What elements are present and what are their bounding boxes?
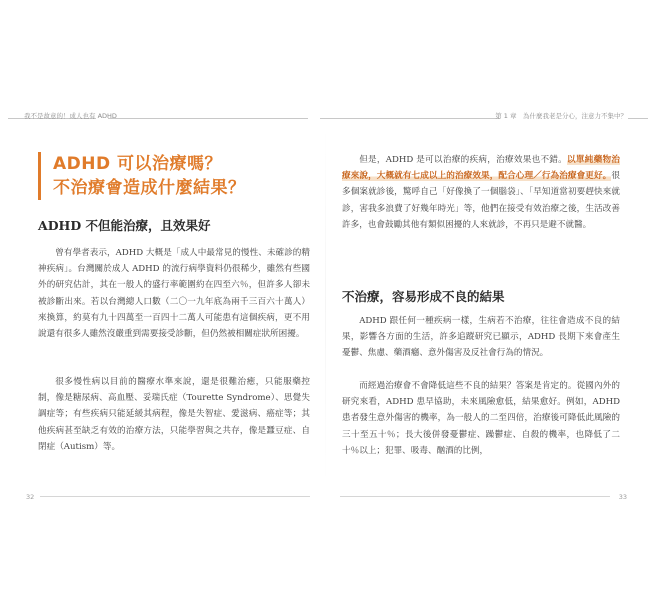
footer-rule-right (340, 496, 610, 497)
running-head-right: 第 1 章 為什麼我老是分心，注意力不集中？ (495, 112, 627, 120)
right-paragraph-1-text (342, 152, 620, 233)
page-number-right: 33 (618, 493, 627, 501)
left-paragraph-2 (38, 374, 310, 455)
running-head-left: 我不是故意的！成人也有 ADHD (24, 112, 117, 120)
left-paragraph-1 (38, 245, 310, 342)
chapter-heading-line-1: ADHD 可以治療嗎？ (53, 154, 223, 174)
highlighted-claim: 以單純藥物治療來說，大概就有七成以上的治療效果，配合心理／行為治療會更好。 (342, 155, 620, 182)
right-paragraph-3-text: 而經過治療會不會降低這些不良的結果？答案是肯定的。從國內外的研究來看，ADHD 患早協助，未來風險愈低，結果愈好。例如，ADHD 患者發生意外傷害的機率，為一般人的二至四倍，治療後可降低此風險的三十至五十％；長大後併發憂鬱症、躁鬱症、自殺的機率，也降低了二十％以上；犯罪、吸毒、酗酒的比例， (342, 381, 620, 456)
page-gutter (325, 125, 326, 485)
header-rule-right (320, 118, 500, 119)
right-paragraph-1-after: 很多個案就診後，驚呼自己「好像換了一個腦袋」、「早知道當初要趕快來就診，害我多浪費了好幾年時光」等，他們在接受有效治療之後，生活改善許多，也會鼓勵其他有類似困擾的人來就診，不再只是避不就醫。 (342, 171, 620, 230)
chapter-heading (38, 152, 246, 200)
right-paragraph-1 (342, 152, 620, 233)
right-paragraph-1-before: 但是，ADHD 是可以治療的疾病，治療效果也不錯。 (359, 155, 568, 165)
header-rule-left-2 (108, 118, 308, 119)
chapter-heading-line-2: 不治療會造成什麼結果？ (53, 178, 246, 198)
footer-rule-left (40, 496, 310, 497)
left-paragraph-2-text: 很多慢性病以目前的醫療水準來說，還是很難治癒，只能服藥控制，像是糖尿病、高血壓、妥瑞氏症（Tourette Syndrome）、思覺失調症等；有些疾病只能延緩其病程，像是失智症、愛滋病、癌症等；其他疾病甚至缺乏有效的治療方法，只能學習與之共存，像是蠶豆症、自閉症（Autism）等。 (38, 377, 310, 452)
right-paragraph-2 (342, 313, 620, 362)
header-rule-right-2 (628, 118, 648, 119)
section-title-treatable: ADHD 不但能治療，且效果好 (38, 218, 211, 233)
page-number-left: 32 (26, 493, 35, 501)
left-paragraph-1-text: 曾有學者表示，ADHD 大概是「成人中最常見的慢性、未確診的精神疾病」。台灣關於成人 ADHD 的流行病學資料仍很稀少，雖然有些國外的研究估計，其在一般人的盛行率範圍約在四至六％，但許多人卻未被診斷出來。若以台灣總人口數（二〇一九年底為兩千三百六十萬人）來換算，約莫有九十四萬至一百四十二萬人可能患有這個疾病，更不用說還有很多人雖然沒嚴重到需要接受診斷，但仍然被相關症狀所困擾。 (38, 248, 310, 340)
section-title-untreated: 不治療，容易形成不良的結果 (342, 289, 505, 304)
right-paragraph-3 (342, 378, 620, 459)
right-paragraph-2-text: ADHD 跟任何一種疾病一樣，生病若不治療，往往會造成不良的結果，影響各方面的生活，許多追蹤研究已顯示，ADHD 長期下來會產生憂鬱、焦慮、藥酒癮、意外傷害及反社會行為的情況。 (342, 316, 620, 359)
